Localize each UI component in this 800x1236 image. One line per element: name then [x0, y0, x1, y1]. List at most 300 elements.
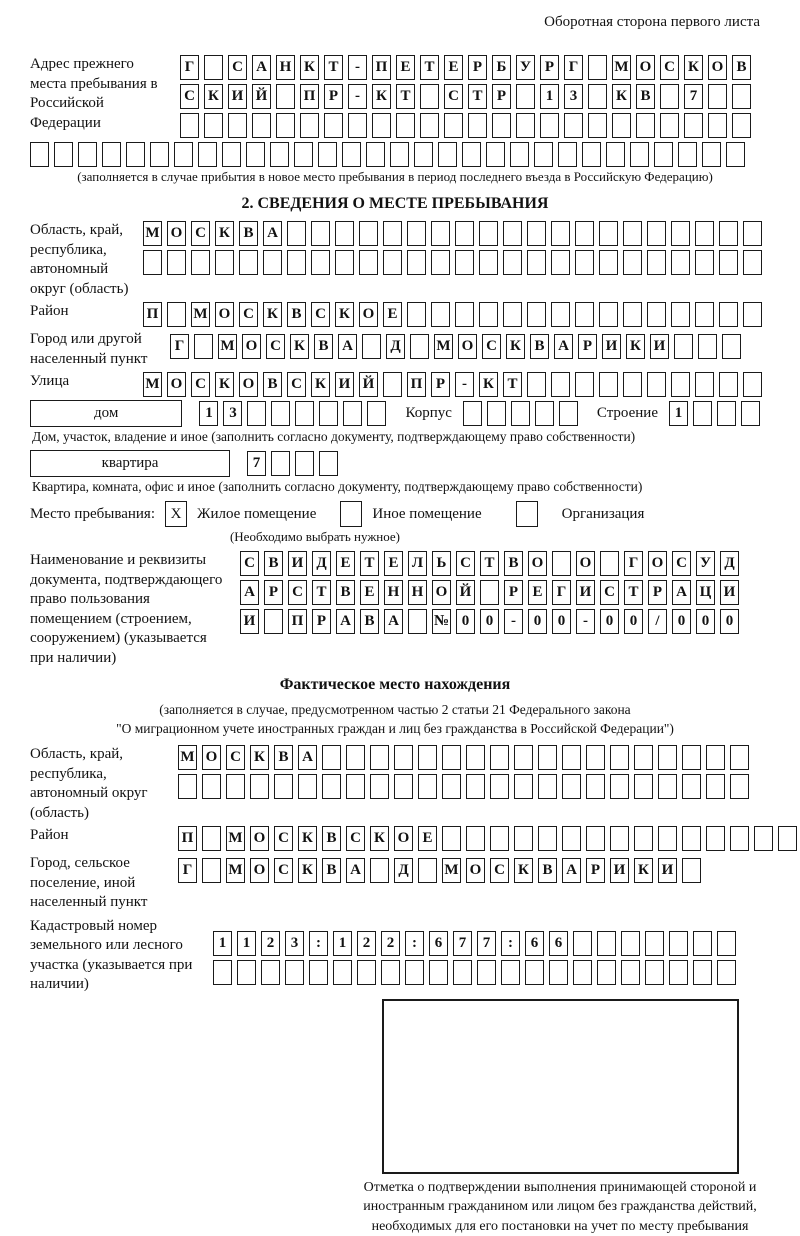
char-cell: И [720, 580, 739, 605]
char-row [143, 372, 762, 397]
char-cell: К [298, 826, 317, 851]
char-cell [612, 113, 631, 138]
char-cell [586, 745, 605, 770]
char-cell: К [263, 302, 282, 327]
char-cell: 7 [684, 84, 703, 109]
char-cell [514, 774, 533, 799]
char-cell [198, 142, 217, 167]
char-cell [684, 113, 703, 138]
char-cell: 7 [477, 931, 496, 956]
char-cell: С [456, 551, 475, 576]
char-cell [405, 960, 424, 985]
char-cell: Г [564, 55, 583, 80]
char-cell: Й [359, 372, 378, 397]
char-cell [562, 745, 581, 770]
confirmation-mark-caption: Отметка о подтверждении выполнения принимающей стороной и иностранным гражданином или лицом без гражданства действий, необходимых для его постановки на учет по месту пребывания [360, 1178, 760, 1236]
char-cell: 2 [261, 931, 280, 956]
char-cell [730, 745, 749, 770]
char-cell [477, 960, 496, 985]
apartment-row [30, 450, 760, 477]
char-cell: П [143, 302, 162, 327]
char-cell: 0 [624, 609, 643, 634]
char-cell [362, 334, 381, 359]
char-cell [54, 142, 73, 167]
char-cell [719, 221, 738, 246]
char-row [199, 401, 386, 426]
char-cell [606, 142, 625, 167]
char-cell [226, 774, 245, 799]
char-cell [588, 55, 607, 80]
char-cell: О [359, 302, 378, 327]
char-cell [562, 774, 581, 799]
char-cell [167, 302, 186, 327]
char-cell [431, 302, 450, 327]
char-cell [588, 113, 607, 138]
char-cell: 0 [528, 609, 547, 634]
char-cell: И [650, 334, 669, 359]
char-cell [654, 142, 673, 167]
char-cell: К [250, 745, 269, 770]
char-cell: Т [624, 580, 643, 605]
char-cell: Р [264, 580, 283, 605]
char-cell: Д [394, 858, 413, 883]
char-cell: Р [492, 84, 511, 109]
char-cell [322, 774, 341, 799]
actual-district-field [30, 826, 760, 851]
char-cell [600, 551, 619, 576]
char-cell [695, 372, 714, 397]
char-cell: С [311, 302, 330, 327]
char-cell [693, 401, 712, 426]
char-cell [342, 142, 361, 167]
char-cell [178, 774, 197, 799]
char-cell: К [684, 55, 703, 80]
char-cell: Й [456, 580, 475, 605]
char-cell [534, 142, 553, 167]
char-cell: Н [276, 55, 295, 80]
char-cell: Р [504, 580, 523, 605]
char-cell: М [226, 858, 245, 883]
char-cell [525, 960, 544, 985]
char-cell: О [648, 551, 667, 576]
char-cell [394, 774, 413, 799]
char-cell [511, 401, 530, 426]
char-cell [180, 113, 199, 138]
char-row [178, 774, 749, 799]
char-cell: К [634, 858, 653, 883]
char-cell: М [178, 745, 197, 770]
region-label: Область, край, республика, автономный округ (область) [30, 221, 143, 299]
char-row [170, 334, 741, 359]
apartment-caption: Квартира, комната, офис и иное (заполнить согласно документу, подтверждающему право собственности) [32, 479, 760, 495]
district-label: Район [30, 302, 143, 322]
char-cell [319, 451, 338, 476]
char-cell [191, 250, 210, 275]
char-cell: П [407, 372, 426, 397]
char-cell [285, 960, 304, 985]
char-cell: 0 [456, 609, 475, 634]
char-row [463, 401, 578, 426]
char-cell [730, 774, 749, 799]
char-cell [669, 931, 688, 956]
char-cell: С [228, 55, 247, 80]
stay-type-row [30, 501, 760, 527]
char-cell [621, 960, 640, 985]
char-cell [671, 250, 690, 275]
char-cell [370, 858, 389, 883]
char-cell: И [576, 580, 595, 605]
char-cell: А [252, 55, 271, 80]
document-label: Наименование и реквизиты документа, подтверждающего право пользования помещением (строением, сооружением) (указывается при наличии) [30, 551, 240, 668]
char-cell [276, 84, 295, 109]
char-cell [510, 142, 529, 167]
char-cell [295, 401, 314, 426]
char-cell: 0 [480, 609, 499, 634]
char-cell: Г [170, 334, 189, 359]
char-cell: О [466, 858, 485, 883]
char-cell [558, 142, 577, 167]
char-cell [418, 745, 437, 770]
char-row [143, 302, 762, 327]
char-cell: Ц [696, 580, 715, 605]
char-cell: С [191, 372, 210, 397]
char-cell [367, 401, 386, 426]
char-cell: - [348, 84, 367, 109]
char-cell: В [732, 55, 751, 80]
char-cell [741, 401, 760, 426]
char-cell: В [287, 302, 306, 327]
char-cell [586, 774, 605, 799]
char-cell [359, 250, 378, 275]
char-cell [743, 302, 762, 327]
char-cell: 1 [199, 401, 218, 426]
char-cell [444, 113, 463, 138]
char-cell: Т [324, 55, 343, 80]
char-cell: 0 [720, 609, 739, 634]
char-cell [174, 142, 193, 167]
char-cell [610, 745, 629, 770]
char-row [178, 745, 749, 770]
char-cell [575, 250, 594, 275]
char-cell [407, 221, 426, 246]
char-cell: П [372, 55, 391, 80]
char-cell [479, 250, 498, 275]
char-cell: Т [420, 55, 439, 80]
house-row [30, 400, 760, 427]
char-cell: К [311, 372, 330, 397]
char-cell: С [240, 551, 259, 576]
char-cell [562, 826, 581, 851]
char-cell: И [658, 858, 677, 883]
checkbox-residential: X [165, 501, 187, 527]
char-cell: В [336, 580, 355, 605]
char-cell [204, 113, 223, 138]
char-cell: О [458, 334, 477, 359]
char-cell: К [514, 858, 533, 883]
char-cell [743, 372, 762, 397]
char-cell [407, 250, 426, 275]
char-cell: М [226, 826, 245, 851]
char-cell: И [610, 858, 629, 883]
char-cell [671, 372, 690, 397]
char-cell [623, 250, 642, 275]
house-caption: Дом, участок, владение и иное (заполнить согласно документу, подтверждающему право собственности) [32, 429, 760, 445]
char-cell [695, 302, 714, 327]
char-cell: К [506, 334, 525, 359]
char-cell: : [309, 931, 328, 956]
char-cell: С [660, 55, 679, 80]
char-cell: И [228, 84, 247, 109]
char-cell [527, 372, 546, 397]
char-cell [228, 113, 247, 138]
char-cell [455, 302, 474, 327]
char-cell [599, 372, 618, 397]
char-cell [682, 745, 701, 770]
char-cell: № [432, 609, 451, 634]
char-cell [490, 745, 509, 770]
char-cell: С [191, 221, 210, 246]
char-cell [324, 113, 343, 138]
char-cell [682, 858, 701, 883]
char-cell [372, 113, 391, 138]
char-cell: 1 [237, 931, 256, 956]
actual-region-label: Область, край, республика, автономный округ (область) [30, 745, 178, 823]
char-row [669, 401, 760, 426]
char-cell [463, 401, 482, 426]
char-cell [621, 931, 640, 956]
char-cell [551, 372, 570, 397]
char-cell: Е [336, 551, 355, 576]
char-cell [669, 960, 688, 985]
char-cell [271, 401, 290, 426]
char-cell: Р [468, 55, 487, 80]
char-cell: 0 [672, 609, 691, 634]
char-cell [466, 826, 485, 851]
char-cell [717, 401, 736, 426]
char-cell [202, 774, 221, 799]
char-cell: В [264, 551, 283, 576]
char-row [247, 451, 338, 476]
char-cell [237, 960, 256, 985]
char-cell: 3 [564, 84, 583, 109]
char-cell: М [442, 858, 461, 883]
char-cell: Е [444, 55, 463, 80]
char-row [143, 221, 762, 246]
char-cell [514, 826, 533, 851]
residential-label: Жилое помещение [197, 506, 316, 523]
house-box: дом [30, 400, 182, 427]
char-cell: В [322, 826, 341, 851]
char-cell [431, 221, 450, 246]
char-cell [295, 451, 314, 476]
char-cell: / [648, 609, 667, 634]
char-cell [708, 113, 727, 138]
char-cell [695, 221, 714, 246]
char-cell: В [274, 745, 293, 770]
char-cell: А [263, 221, 282, 246]
char-cell [271, 451, 290, 476]
prev-address-label: Адрес прежнего места пребывания в Российской Федерации [30, 55, 180, 133]
char-cell: К [372, 84, 391, 109]
char-cell: - [348, 55, 367, 80]
char-cell [348, 113, 367, 138]
char-cell [682, 826, 701, 851]
char-cell: А [562, 858, 581, 883]
char-cell: М [612, 55, 631, 80]
char-cell: С [239, 302, 258, 327]
char-cell [645, 931, 664, 956]
char-cell: К [612, 84, 631, 109]
char-cell [610, 826, 629, 851]
char-cell [333, 960, 352, 985]
char-cell [717, 931, 736, 956]
char-cell: Р [324, 84, 343, 109]
char-cell: А [672, 580, 691, 605]
char-cell [311, 221, 330, 246]
char-cell: В [530, 334, 549, 359]
char-cell: У [516, 55, 535, 80]
char-cell [743, 221, 762, 246]
char-cell [658, 826, 677, 851]
char-cell [647, 221, 666, 246]
char-cell [702, 142, 721, 167]
char-cell: 3 [223, 401, 242, 426]
char-cell [167, 250, 186, 275]
char-cell [634, 774, 653, 799]
char-cell: С [482, 334, 501, 359]
char-cell: Е [528, 580, 547, 605]
char-cell: Е [360, 580, 379, 605]
char-cell [693, 931, 712, 956]
char-cell [442, 826, 461, 851]
char-cell [658, 745, 677, 770]
char-cell [597, 960, 616, 985]
char-cell [381, 960, 400, 985]
char-cell [468, 113, 487, 138]
char-cell [599, 302, 618, 327]
char-cell [438, 142, 457, 167]
char-cell [335, 221, 354, 246]
char-cell: А [346, 858, 365, 883]
char-cell: Б [492, 55, 511, 80]
char-cell [623, 302, 642, 327]
char-cell [453, 960, 472, 985]
char-row [240, 609, 739, 634]
char-cell [706, 774, 725, 799]
char-cell [678, 142, 697, 167]
char-cell [743, 250, 762, 275]
char-cell [514, 745, 533, 770]
char-cell: : [405, 931, 424, 956]
char-cell: Р [312, 609, 331, 634]
char-cell [623, 221, 642, 246]
char-cell: П [178, 826, 197, 851]
char-cell: О [202, 745, 221, 770]
char-row [178, 826, 797, 851]
char-cell [634, 745, 653, 770]
char-cell: 1 [213, 931, 232, 956]
char-cell: В [239, 221, 258, 246]
organization-label: Организация [562, 506, 645, 523]
char-cell [370, 774, 389, 799]
char-cell: А [384, 609, 403, 634]
char-cell [552, 551, 571, 576]
char-cell [294, 142, 313, 167]
char-cell [660, 84, 679, 109]
char-cell [455, 221, 474, 246]
char-cell [276, 113, 295, 138]
char-cell [730, 826, 749, 851]
char-cell: 7 [247, 451, 266, 476]
char-cell [538, 774, 557, 799]
char-cell [287, 250, 306, 275]
char-cell: А [240, 580, 259, 605]
char-cell [754, 826, 773, 851]
char-cell [322, 745, 341, 770]
char-cell [204, 55, 223, 80]
char-cell: Д [386, 334, 405, 359]
char-cell: 0 [552, 609, 571, 634]
char-cell: М [434, 334, 453, 359]
char-cell [429, 960, 448, 985]
char-cell: В [538, 858, 557, 883]
header-note: Оборотная сторона первого листа [30, 14, 760, 31]
actual-district-label: Район [30, 826, 178, 846]
char-cell: П [288, 609, 307, 634]
char-cell [695, 250, 714, 275]
char-cell [246, 142, 265, 167]
char-cell [551, 221, 570, 246]
char-cell [264, 609, 283, 634]
char-cell [126, 142, 145, 167]
char-cell [346, 774, 365, 799]
char-cell [535, 401, 554, 426]
char-cell: М [143, 372, 162, 397]
char-cell: Й [252, 84, 271, 109]
char-cell: - [504, 609, 523, 634]
char-cell: К [298, 858, 317, 883]
char-cell: А [336, 609, 355, 634]
char-cell: И [602, 334, 621, 359]
char-cell [252, 113, 271, 138]
char-cell: 0 [600, 609, 619, 634]
char-cell [366, 142, 385, 167]
char-cell: О [215, 302, 234, 327]
char-cell [150, 142, 169, 167]
char-cell [540, 113, 559, 138]
confirmation-mark-box [382, 999, 739, 1174]
char-cell: С [288, 580, 307, 605]
char-cell: К [290, 334, 309, 359]
char-cell: М [218, 334, 237, 359]
char-cell [492, 113, 511, 138]
char-cell [719, 250, 738, 275]
char-cell: Р [540, 55, 559, 80]
char-cell [630, 142, 649, 167]
char-cell [298, 774, 317, 799]
char-cell: К [215, 221, 234, 246]
char-cell [343, 401, 362, 426]
char-cell: Т [503, 372, 522, 397]
char-row [180, 113, 751, 138]
char-cell: А [298, 745, 317, 770]
char-row [213, 960, 736, 985]
char-cell [370, 745, 389, 770]
char-cell: К [335, 302, 354, 327]
prev-address-caption: (заполняется в случае прибытия в новое место пребывания в период последнего въезда в Российскую Федерацию) [30, 169, 760, 185]
char-cell [597, 931, 616, 956]
actual-location-title: Фактическое место нахождения [30, 676, 760, 694]
